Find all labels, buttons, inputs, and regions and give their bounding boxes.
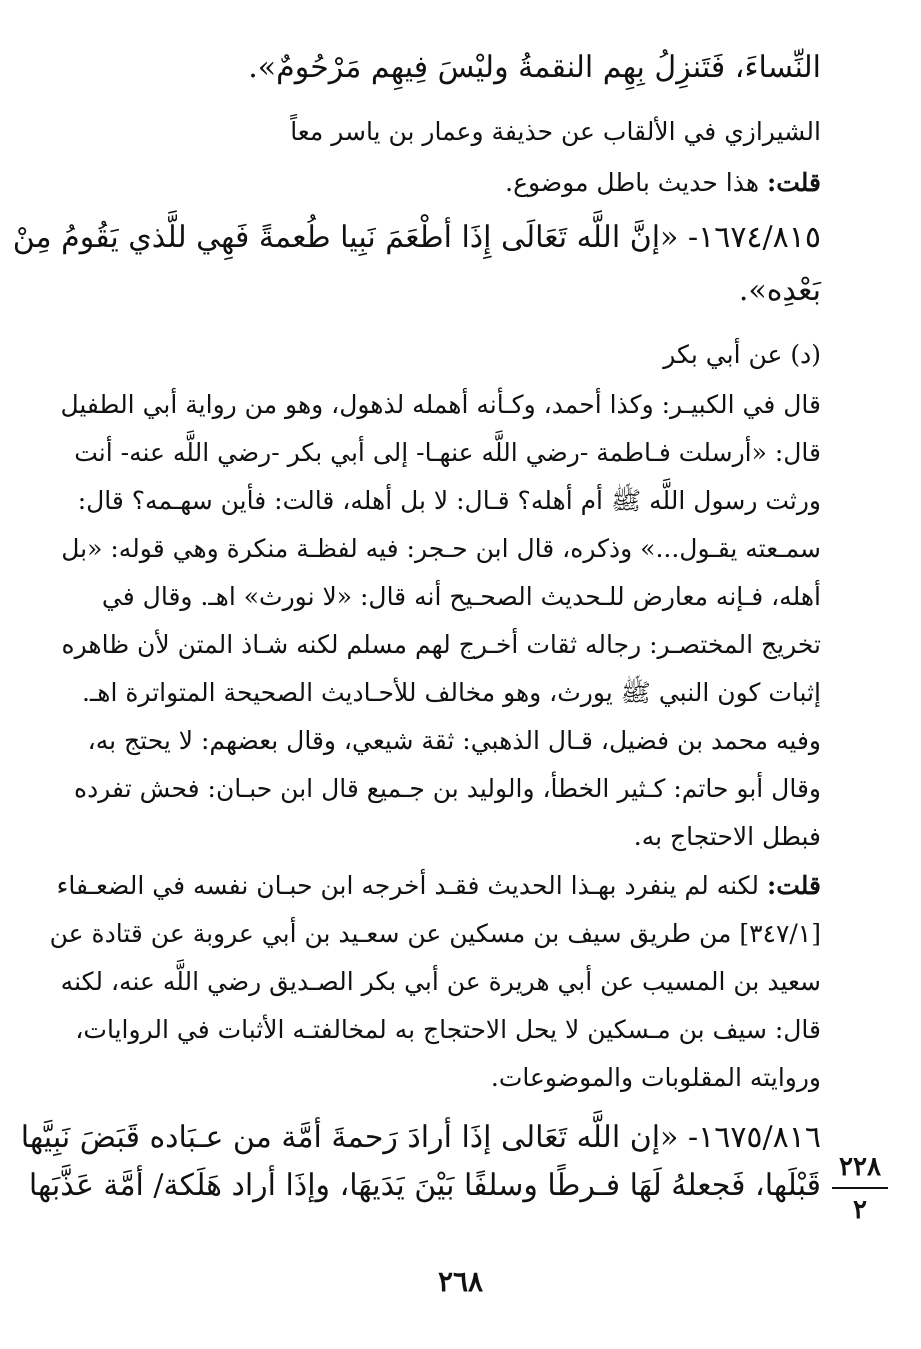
line-text: قال في الكبيـر: وكذا أحمد، وكـأنه أهمله لذهول، وهو من رواية أبي الطفيل bbox=[60, 390, 821, 419]
text-line bbox=[60, 385, 821, 425]
line-text: [٣٤٧/١] من طريق سيف بن مسكين عن سعـيد بن أبي عروبة عن قتادة عن bbox=[49, 919, 821, 948]
text-line bbox=[121, 817, 821, 857]
line-text: وقال أبو حاتم: كـثير الخطأ، والوليد بن جـميع قال ابن حبـان: فحش تفرده bbox=[74, 774, 821, 803]
lead-label: قلت: bbox=[766, 871, 821, 900]
line-text: وروايته المقلوبات والموضوعات. bbox=[490, 1063, 821, 1092]
line-text: فبطل الاحتجاج به. bbox=[633, 822, 821, 851]
text-line bbox=[75, 1010, 821, 1050]
line-text: سعيد بن المسيب عن أبي هريرة عن أبي بكر الصـديق رضي اللَّه عنه، لكنه bbox=[60, 967, 821, 996]
line-text: الشيرازي في الألقاب عن حذيفة وعمار بن ياسر معاً bbox=[290, 117, 821, 146]
text-line bbox=[121, 45, 821, 91]
text-line bbox=[12, 215, 821, 261]
line-text: سمـعته يقـول...» وذكره، قال ابن حـجر: فيه لفظـة منكرة وهي قوله: «بل bbox=[61, 534, 821, 563]
line-text: تخريج المختصـر: رجاله ثقات أخـرج لهم مسلم لكنه شـاذ المتن لأن ظاهره bbox=[61, 630, 821, 659]
text-line bbox=[61, 529, 821, 569]
text-line bbox=[61, 625, 821, 665]
line-text: ١٦٧٤/٨١٥- «إنَّ اللَّه تَعَالَى إِذَا أطْعَمَ نَبِيا طُعمةً فَهِي للَّذي يَقُومُ مِنْ bbox=[12, 220, 821, 255]
line-text: قال: «أرسلت فـاطمة -رضي اللَّه عنهـا- إلى أبي بكر -رضي اللَّه عنه- أنت bbox=[74, 438, 821, 467]
text-line bbox=[20, 1115, 821, 1161]
margin-note-part: ٢ bbox=[853, 1195, 867, 1225]
line-text: بَعْدِه». bbox=[738, 273, 821, 308]
text-line bbox=[60, 962, 821, 1002]
line-text: أهله، فـإنه معارض للـحديث الصحـيح أنه قال: «لا نورث» اهـ. وقال في bbox=[101, 582, 821, 611]
text-line bbox=[56, 866, 821, 906]
text-line bbox=[49, 914, 821, 954]
line-text: لكنه لم ينفرد بهـذا الحديث فقـد أخرجه ابن حبـان نفسه في الضعـفاء bbox=[56, 871, 767, 900]
text-line bbox=[74, 433, 821, 473]
line-text: وفيه محمد بن فضيل، قـال الذهبي: ثقة شيعي، وقال بعضهم: لا يحتج به، bbox=[87, 726, 821, 755]
line-text: ١٦٧٥/٨١٦- «إن اللَّه تَعَالى إذَا أرادَ رَحمةَ أمَّة من عـبَاده قَبَضَ نَبِيَّها bbox=[20, 1120, 821, 1155]
line-text: قال: سيف بن مـسكين لا يحل الاحتجاج به لمخالفتـه الأثبات في الروايات، bbox=[75, 1015, 821, 1044]
margin-note-rule bbox=[832, 1187, 888, 1189]
line-text: قَبْلَها، فَجعلهُ لَهَا فـرطًا وسلفًا بَيْنَ يَدَيهَا، وإذَا أراد هَلَكة/ أمَّة عَذَّبَها bbox=[28, 1168, 821, 1203]
lead-label: قلت: bbox=[766, 168, 821, 197]
line-text: ورثت رسول اللَّه ﷺ أم أهله؟ قـال: لا بل أهله، قالت: فأين سهـمه؟ قال: bbox=[77, 486, 821, 515]
margin-note-volume: ٢٢٨ bbox=[839, 1152, 881, 1182]
text-line bbox=[74, 769, 821, 809]
line-text: هذا حديث باطل موضوع. bbox=[505, 168, 767, 197]
text-line bbox=[81, 673, 821, 713]
text-line bbox=[121, 335, 821, 375]
line-text: إثبات كون النبي ﷺ يورث، وهو مخالف للأحـاديث الصحيحة المتواترة اهـ. bbox=[81, 678, 821, 707]
text-line bbox=[121, 163, 821, 203]
text-line bbox=[28, 1163, 821, 1209]
text-line bbox=[101, 577, 821, 617]
text-line bbox=[77, 481, 821, 521]
page-number: ٢٦٨ bbox=[437, 1265, 484, 1298]
line-text: النِّساءَ، فَتَنزِلُ بِهِم النقمةُ وليْسَ فِيهِم مَرْحُومٌ». bbox=[248, 50, 821, 85]
line-text: (د) عن أبي بكر bbox=[663, 340, 821, 369]
text-line bbox=[121, 268, 821, 314]
text-line bbox=[87, 721, 821, 761]
text-line bbox=[121, 1058, 821, 1098]
text-line bbox=[121, 112, 821, 152]
